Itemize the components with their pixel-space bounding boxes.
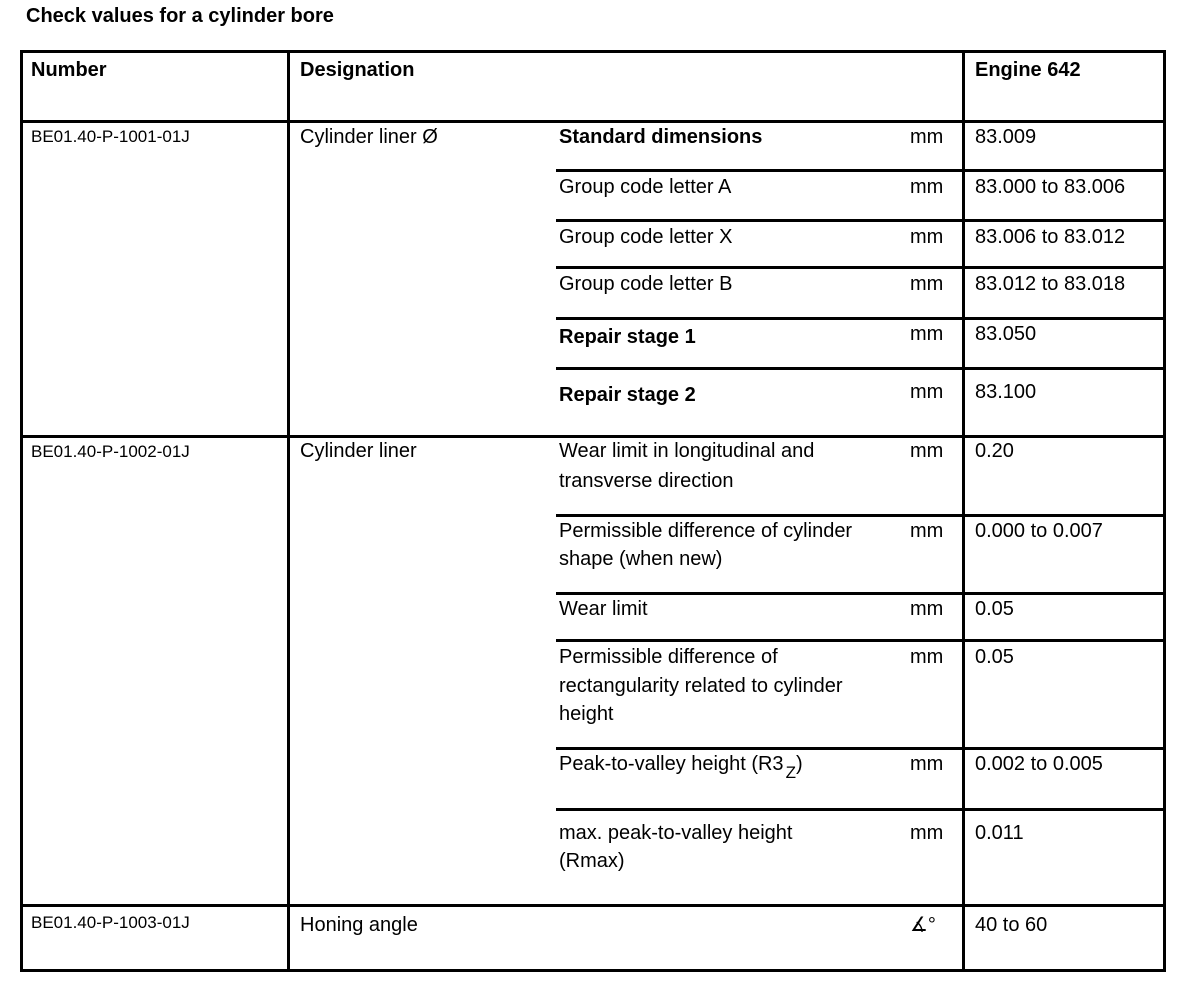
subrow-divider — [556, 808, 1166, 811]
item-desc-line: max. peak-to-valley height — [559, 822, 793, 844]
item-value: 83.009 — [975, 126, 1037, 148]
column-divider — [287, 50, 290, 972]
item-unit: mm — [910, 598, 944, 620]
subrow-divider — [556, 367, 1166, 370]
row-designation: Cylinder liner — [300, 440, 417, 462]
item-unit: mm — [910, 646, 944, 668]
item-desc-line: (Rmax) — [559, 850, 625, 872]
item-unit: mm — [910, 226, 944, 248]
row-number: BE01.40-P-1001-01J — [31, 127, 190, 146]
item-value: 0.05 — [975, 598, 1014, 620]
item-unit: mm — [910, 381, 944, 403]
item-value: 0.05 — [975, 646, 1014, 668]
item-desc-line: Permissible difference of cylinder — [559, 520, 853, 542]
item-value: 40 to 60 — [975, 914, 1048, 936]
item-desc-text: Peak-to-valley height (R3 — [559, 753, 784, 775]
item-unit: mm — [910, 440, 944, 462]
item-unit: mm — [910, 126, 944, 148]
item-desc: Repair stage 2 — [559, 384, 696, 406]
item-desc: Wear limit — [559, 598, 648, 620]
item-value: 0.011 — [975, 822, 1024, 844]
header-designation: Designation — [300, 59, 415, 81]
item-value: 83.006 to 83.012 — [975, 226, 1126, 248]
item-desc-line: transverse direction — [559, 470, 734, 492]
item-desc-line: Permissible difference of — [559, 646, 778, 668]
column-divider — [962, 50, 965, 972]
item-value: 0.20 — [975, 440, 1014, 462]
item-desc: Group code letter B — [559, 273, 733, 295]
item-value: 0.000 to 0.007 — [975, 520, 1103, 542]
subrow-divider — [556, 219, 1166, 222]
item-desc: Repair stage 1 — [559, 326, 696, 348]
header-engine: Engine 642 — [975, 59, 1081, 81]
item-value: 0.002 to 0.005 — [975, 753, 1103, 775]
item-desc: Group code letter X — [559, 226, 733, 248]
row-designation: Honing angle — [300, 914, 418, 936]
item-desc: Group code letter A — [559, 176, 732, 198]
item-value: 83.050 — [975, 323, 1037, 345]
item-unit: mm — [910, 822, 944, 844]
item-desc-line: height — [559, 703, 614, 725]
row-number: BE01.40-P-1002-01J — [31, 442, 190, 461]
row-number: BE01.40-P-1003-01J — [31, 913, 190, 932]
item-value: 83.000 to 83.006 — [975, 176, 1126, 198]
subrow-divider — [556, 317, 1166, 320]
item-unit: mm — [910, 323, 944, 345]
item-desc — [559, 750, 803, 782]
subrow-divider — [556, 169, 1166, 172]
item-desc-close: ) — [795, 753, 803, 775]
item-desc-line: shape (when new) — [559, 548, 723, 570]
item-unit: mm — [910, 273, 944, 295]
item-desc-line: Wear limit in longitudinal and — [559, 440, 815, 462]
row-divider — [20, 904, 1166, 907]
subrow-divider — [556, 266, 1166, 269]
item-desc: Standard dimensions — [559, 126, 763, 148]
page-title: Check values for a cylinder bore — [26, 5, 334, 27]
item-desc-line: rectangularity related to cylinder — [559, 675, 843, 697]
item-unit: mm — [910, 753, 944, 775]
item-value: 83.012 to 83.018 — [975, 273, 1126, 295]
angle-unit: ∡° — [910, 914, 936, 936]
item-unit: mm — [910, 176, 944, 198]
item-unit: mm — [910, 520, 944, 542]
subrow-divider — [556, 639, 1166, 642]
item-value: 83.100 — [975, 381, 1037, 403]
header-number: Number — [31, 59, 107, 81]
row-designation: Cylinder liner Ø — [300, 126, 438, 148]
subscript-z: Z — [785, 763, 796, 782]
